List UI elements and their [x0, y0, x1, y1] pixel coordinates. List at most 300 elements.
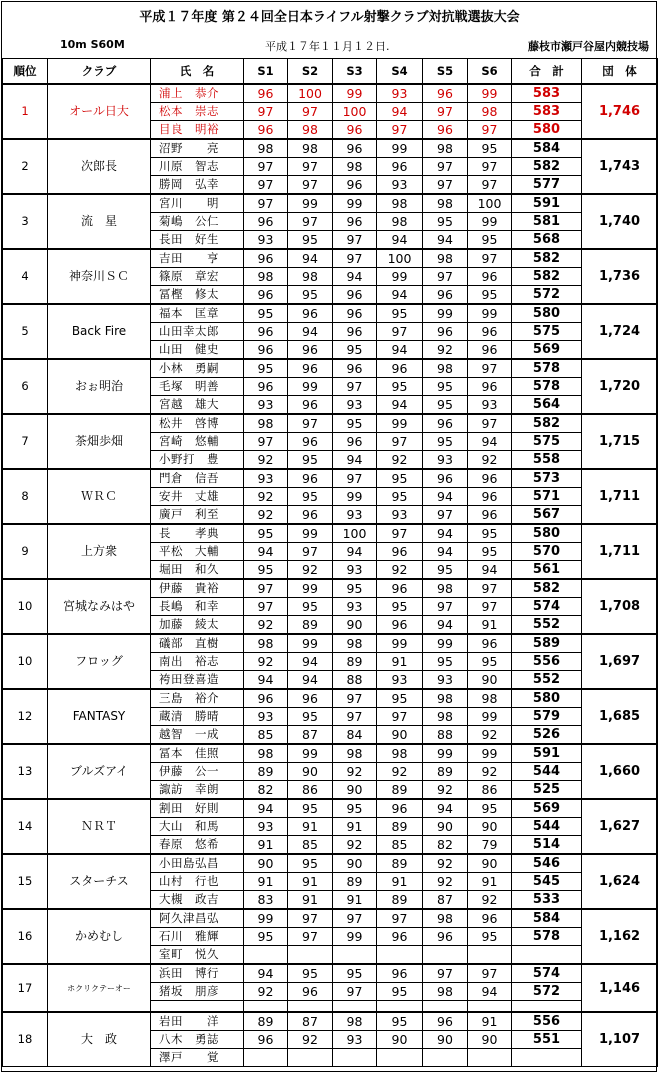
- score-s3: 96: [333, 286, 377, 305]
- score-s4: 93: [377, 84, 423, 103]
- team-total: 1,708: [582, 579, 658, 634]
- score-s1: 92: [244, 451, 288, 470]
- score-s2: 95: [288, 451, 333, 470]
- page-title: 平成１７年度 第２４回全日本ライフル射撃クラブ対抗戦選抜大会: [139, 10, 520, 25]
- member-name: 福本 匡章: [151, 304, 244, 323]
- score-s2: 96: [288, 341, 333, 360]
- score-s6: 95: [468, 543, 512, 561]
- score-s2: 96: [288, 396, 333, 415]
- score-s3: 97: [333, 983, 377, 1001]
- score-s2: 98: [288, 268, 333, 286]
- member-total: 568: [512, 231, 582, 250]
- score-s4: 96: [377, 799, 423, 818]
- score-s1: 98: [244, 744, 288, 763]
- team-club: かめむし: [48, 909, 151, 964]
- score-s5: 97: [423, 964, 468, 983]
- team-rank: 12: [3, 689, 48, 744]
- score-s1: 93: [244, 469, 288, 488]
- score-s2: 96: [288, 304, 333, 323]
- member-total: 567: [512, 506, 582, 525]
- score-s4: 95: [377, 983, 423, 1001]
- score-s3: 84: [333, 726, 377, 745]
- score-s4: 93: [377, 506, 423, 525]
- score-s1: 97: [244, 103, 288, 121]
- score-s3: 93: [333, 598, 377, 616]
- score-s2: 96: [288, 983, 333, 1001]
- score-s4: 92: [377, 763, 423, 781]
- member-total: 533: [512, 891, 582, 910]
- score-s1: 96: [244, 323, 288, 341]
- member-name: 宮川 明: [151, 194, 244, 213]
- score-s2: 96: [288, 506, 333, 525]
- score-s2: 99: [288, 524, 333, 543]
- member-name: 諏訪 幸朗: [151, 781, 244, 800]
- score-s2: 89: [288, 616, 333, 635]
- score-s4: 89: [377, 854, 423, 873]
- score-s2: 90: [288, 763, 333, 781]
- member-name: 松本 崇志: [151, 103, 244, 121]
- team-total: 1,711: [582, 469, 658, 524]
- score-s6: 92: [468, 726, 512, 745]
- score-s5: 98: [423, 359, 468, 378]
- member-total: 569: [512, 341, 582, 360]
- score-s2: 97: [288, 414, 333, 433]
- member-name: 伊藤 公一: [151, 763, 244, 781]
- member-name: 岩田 洋: [151, 1012, 244, 1031]
- score-s2: [288, 1049, 333, 1067]
- score-s4: 99: [377, 634, 423, 653]
- score-s5: 97: [423, 598, 468, 616]
- team-rank: 18: [3, 1012, 48, 1067]
- score-s6: 94: [468, 983, 512, 1001]
- team-club: 上方衆: [48, 524, 151, 579]
- score-s3: 96: [333, 433, 377, 451]
- score-s3: 100: [333, 524, 377, 543]
- score-s4: 93: [377, 176, 423, 195]
- score-s4: 99: [377, 139, 423, 158]
- score-s3: 91: [333, 891, 377, 910]
- team-club: おぉ明治: [48, 359, 151, 414]
- score-empty: [288, 1001, 333, 1013]
- score-s6: 99: [468, 304, 512, 323]
- score-s1: 94: [244, 964, 288, 983]
- score-s5: 98: [423, 708, 468, 726]
- score-s6: 91: [468, 873, 512, 891]
- team-rank: 14: [3, 799, 48, 854]
- member-name: 沼野 亮: [151, 139, 244, 158]
- member-total: 582: [512, 414, 582, 433]
- score-s3: 89: [333, 653, 377, 671]
- score-s2: 97: [288, 103, 333, 121]
- score-s3: 96: [333, 359, 377, 378]
- member-total: 577: [512, 176, 582, 195]
- score-s6: 97: [468, 158, 512, 176]
- member-total: 575: [512, 433, 582, 451]
- team-rank: 3: [3, 194, 48, 249]
- team-total: 1,746: [582, 84, 658, 139]
- team-rank: 16: [3, 909, 48, 964]
- score-s5: 95: [423, 378, 468, 396]
- team-club: スターチス: [48, 854, 151, 909]
- score-empty: [423, 1001, 468, 1013]
- table-row: [3, 634, 658, 653]
- member-total: 578: [512, 928, 582, 946]
- score-s3: 99: [333, 84, 377, 103]
- table-row: [3, 799, 658, 818]
- score-s6: 90: [468, 1031, 512, 1049]
- score-s1: 98: [244, 414, 288, 433]
- score-s6: 96: [468, 506, 512, 525]
- member-name: 毛塚 明善: [151, 378, 244, 396]
- team-rank: 5: [3, 304, 48, 359]
- score-s4: 91: [377, 873, 423, 891]
- member-name-empty: [151, 1001, 244, 1013]
- score-s4: 95: [377, 304, 423, 323]
- score-s3: 98: [333, 158, 377, 176]
- score-s2: 99: [288, 744, 333, 763]
- member-total: 583: [512, 84, 582, 103]
- score-s3: 98: [333, 634, 377, 653]
- results-body: [3, 84, 658, 1067]
- score-s3: 95: [333, 799, 377, 818]
- score-s5: 97: [423, 506, 468, 525]
- member-total: 583: [512, 103, 582, 121]
- score-s6: 99: [468, 744, 512, 763]
- score-s2: 86: [288, 781, 333, 800]
- team-rank: 2: [3, 139, 48, 194]
- score-s6: 94: [468, 561, 512, 580]
- score-s2: 95: [288, 964, 333, 983]
- score-s2: 97: [288, 176, 333, 195]
- member-name: 長嶋 和幸: [151, 598, 244, 616]
- member-name: 越智 一成: [151, 726, 244, 745]
- event-venue: 藤枝市瀬戸谷屋内競技場: [528, 40, 649, 53]
- member-total: 546: [512, 854, 582, 873]
- score-s3: 93: [333, 561, 377, 580]
- score-s6: [468, 1049, 512, 1067]
- score-s1: 96: [244, 249, 288, 268]
- score-s6: 98: [468, 103, 512, 121]
- score-s2: 95: [288, 286, 333, 305]
- team-total: 1,720: [582, 359, 658, 414]
- score-s5: [423, 946, 468, 965]
- score-s1: 95: [244, 304, 288, 323]
- member-total: 545: [512, 873, 582, 891]
- member-total: 544: [512, 818, 582, 836]
- score-s4: 95: [377, 378, 423, 396]
- member-total: 544: [512, 763, 582, 781]
- score-s1: 91: [244, 836, 288, 855]
- member-total: [512, 1049, 582, 1067]
- member-total: 582: [512, 579, 582, 598]
- score-s6: 79: [468, 836, 512, 855]
- score-s6: 96: [468, 909, 512, 928]
- header-club: クラブ: [48, 59, 151, 85]
- member-name: 礒部 直樹: [151, 634, 244, 653]
- member-total: 580: [512, 121, 582, 140]
- score-s4: 94: [377, 231, 423, 250]
- score-s2: 87: [288, 726, 333, 745]
- score-s2: 97: [288, 909, 333, 928]
- score-s4: 94: [377, 103, 423, 121]
- score-s3: 97: [333, 909, 377, 928]
- member-name: 長 孝典: [151, 524, 244, 543]
- score-s6: 92: [468, 763, 512, 781]
- score-s3: 97: [333, 689, 377, 708]
- table-row: [3, 744, 658, 763]
- score-s3: 95: [333, 579, 377, 598]
- header-s4: S4: [377, 59, 423, 85]
- member-name: 小野打 豊: [151, 451, 244, 470]
- score-s3: 97: [333, 231, 377, 250]
- member-total: 561: [512, 561, 582, 580]
- score-s6: 92: [468, 891, 512, 910]
- score-s4: 100: [377, 249, 423, 268]
- team-club: 次郎長: [48, 139, 151, 194]
- score-s4: 99: [377, 268, 423, 286]
- score-s5: 98: [423, 689, 468, 708]
- score-s2: 96: [288, 689, 333, 708]
- score-s5: 96: [423, 928, 468, 946]
- score-s2: 97: [288, 928, 333, 946]
- member-total: 582: [512, 249, 582, 268]
- score-s6: 97: [468, 121, 512, 140]
- member-name: 菊嶋 公仁: [151, 213, 244, 231]
- member-name: 南出 裕志: [151, 653, 244, 671]
- score-s5: 98: [423, 194, 468, 213]
- member-name: 石川 雅輝: [151, 928, 244, 946]
- header-row: [3, 59, 658, 85]
- member-name: 小田島弘昌: [151, 854, 244, 873]
- member-name: 山田幸太郎: [151, 323, 244, 341]
- score-s2: 95: [288, 488, 333, 506]
- score-s2: 99: [288, 634, 333, 653]
- score-s3: 94: [333, 268, 377, 286]
- header-name: 氏 名: [151, 59, 244, 85]
- score-s1: 95: [244, 928, 288, 946]
- score-s3: 100: [333, 103, 377, 121]
- table-row: [3, 1012, 658, 1031]
- score-s4: 95: [377, 598, 423, 616]
- score-s6: 95: [468, 799, 512, 818]
- score-s1: 99: [244, 909, 288, 928]
- score-empty: [468, 1001, 512, 1013]
- score-s3: 97: [333, 378, 377, 396]
- score-s1: [244, 1049, 288, 1067]
- score-s3: 96: [333, 323, 377, 341]
- score-s4: [377, 1049, 423, 1067]
- team-rank: 8: [3, 469, 48, 524]
- score-s5: 87: [423, 891, 468, 910]
- member-name: 蔵清 勝晴: [151, 708, 244, 726]
- member-name: 山田 健史: [151, 341, 244, 360]
- team-rank: 17: [3, 964, 48, 1012]
- score-s6: 91: [468, 616, 512, 635]
- score-s5: 98: [423, 139, 468, 158]
- score-s2: 96: [288, 433, 333, 451]
- score-s1: 94: [244, 671, 288, 690]
- member-name: 目良 明裕: [151, 121, 244, 140]
- team-total: 1,724: [582, 304, 658, 359]
- score-s6: 99: [468, 213, 512, 231]
- member-name: 阿久津昌弘: [151, 909, 244, 928]
- team-club: ブルズアイ: [48, 744, 151, 799]
- member-name: 大山 和馬: [151, 818, 244, 836]
- team-club: 茶畑歩畑: [48, 414, 151, 469]
- member-total: 574: [512, 598, 582, 616]
- score-s1: 90: [244, 854, 288, 873]
- score-s4: 96: [377, 964, 423, 983]
- score-s2: 99: [288, 378, 333, 396]
- event-date: 平成１７年１１月１２日.: [265, 40, 390, 53]
- score-s5: [423, 1049, 468, 1067]
- team-club: FANTASY: [48, 689, 151, 744]
- member-total: 591: [512, 744, 582, 763]
- score-s5: 95: [423, 653, 468, 671]
- header-team: 団 体: [582, 59, 658, 85]
- score-s1: 96: [244, 378, 288, 396]
- team-total: 1,162: [582, 909, 658, 964]
- score-s5: 96: [423, 323, 468, 341]
- score-s3: 95: [333, 964, 377, 983]
- score-empty: [377, 1001, 423, 1013]
- score-s6: 95: [468, 653, 512, 671]
- team-club: Back Fire: [48, 304, 151, 359]
- score-s1: 95: [244, 561, 288, 580]
- member-name: 浜田 博行: [151, 964, 244, 983]
- score-s2: 92: [288, 1031, 333, 1049]
- member-name: 廣戸 利至: [151, 506, 244, 525]
- score-s1: 96: [244, 286, 288, 305]
- score-s6: 97: [468, 249, 512, 268]
- score-s5: 96: [423, 121, 468, 140]
- score-s5: 94: [423, 799, 468, 818]
- score-s3: 97: [333, 469, 377, 488]
- score-s4: 98: [377, 213, 423, 231]
- score-s6: 96: [468, 488, 512, 506]
- score-s2: 96: [288, 469, 333, 488]
- member-total: 578: [512, 378, 582, 396]
- team-total: 1,715: [582, 414, 658, 469]
- score-s1: 96: [244, 84, 288, 103]
- member-name: 松井 啓博: [151, 414, 244, 433]
- member-total: 526: [512, 726, 582, 745]
- table-row: [3, 689, 658, 708]
- member-total: 580: [512, 304, 582, 323]
- score-s1: 97: [244, 579, 288, 598]
- table-row: [3, 359, 658, 378]
- score-s1: [244, 946, 288, 965]
- score-s1: 95: [244, 359, 288, 378]
- score-s2: 85: [288, 836, 333, 855]
- score-s3: 89: [333, 873, 377, 891]
- score-s1: 97: [244, 176, 288, 195]
- member-total: 589: [512, 634, 582, 653]
- score-s5: 94: [423, 616, 468, 635]
- member-total: 571: [512, 488, 582, 506]
- score-s3: 94: [333, 451, 377, 470]
- table-row: [3, 249, 658, 268]
- score-s3: 90: [333, 616, 377, 635]
- member-name: 安井 丈雄: [151, 488, 244, 506]
- score-s4: 97: [377, 121, 423, 140]
- score-s2: 87: [288, 1012, 333, 1031]
- member-name: 袴田登喜造: [151, 671, 244, 690]
- score-s3: 91: [333, 818, 377, 836]
- member-name: 浦上 恭介: [151, 84, 244, 103]
- team-total: 1,660: [582, 744, 658, 799]
- score-s5: 96: [423, 414, 468, 433]
- score-s3: 95: [333, 341, 377, 360]
- team-rank: 13: [3, 744, 48, 799]
- table-row: [3, 194, 658, 213]
- score-s5: 89: [423, 763, 468, 781]
- team-rank: 10: [3, 579, 48, 634]
- member-total: 556: [512, 653, 582, 671]
- member-name: 大槻 政吉: [151, 891, 244, 910]
- member-total: 551: [512, 1031, 582, 1049]
- score-s6: 97: [468, 176, 512, 195]
- score-s1: 93: [244, 818, 288, 836]
- score-s2: 95: [288, 708, 333, 726]
- score-empty: [333, 1001, 377, 1013]
- score-s2: 97: [288, 543, 333, 561]
- score-s5: 92: [423, 873, 468, 891]
- score-s3: 96: [333, 121, 377, 140]
- score-s2: 95: [288, 598, 333, 616]
- score-s6: 96: [468, 378, 512, 396]
- member-total: 552: [512, 671, 582, 690]
- team-total: 1,146: [582, 964, 658, 1012]
- member-total: 570: [512, 543, 582, 561]
- score-s4: 98: [377, 744, 423, 763]
- table-row: [3, 84, 658, 103]
- score-s6: 100: [468, 194, 512, 213]
- score-s1: 96: [244, 341, 288, 360]
- score-s1: 96: [244, 1031, 288, 1049]
- member-total: 575: [512, 323, 582, 341]
- header-s2: S2: [288, 59, 333, 85]
- score-s3: 90: [333, 781, 377, 800]
- team-club: フロッグ: [48, 634, 151, 689]
- member-total: 580: [512, 689, 582, 708]
- score-s2: 91: [288, 873, 333, 891]
- score-s4: 95: [377, 488, 423, 506]
- score-s4: 91: [377, 653, 423, 671]
- team-club: 大 政: [48, 1012, 151, 1067]
- member-name: 伊藤 貴裕: [151, 579, 244, 598]
- score-s4: 90: [377, 726, 423, 745]
- header-s3: S3: [333, 59, 377, 85]
- score-s5: 92: [423, 854, 468, 873]
- member-total: 564: [512, 396, 582, 415]
- score-s4: 96: [377, 616, 423, 635]
- score-s4: 94: [377, 286, 423, 305]
- score-s4: 92: [377, 561, 423, 580]
- score-s3: 99: [333, 928, 377, 946]
- score-s3: [333, 1049, 377, 1067]
- team-club: 宮城なみはや: [48, 579, 151, 634]
- score-s4: 96: [377, 158, 423, 176]
- score-s6: 98: [468, 689, 512, 708]
- score-s5: 82: [423, 836, 468, 855]
- team-total: 1,736: [582, 249, 658, 304]
- score-s4: 97: [377, 433, 423, 451]
- member-total: 591: [512, 194, 582, 213]
- score-s1: 96: [244, 121, 288, 140]
- score-s5: 97: [423, 268, 468, 286]
- member-name: 室町 悦久: [151, 946, 244, 965]
